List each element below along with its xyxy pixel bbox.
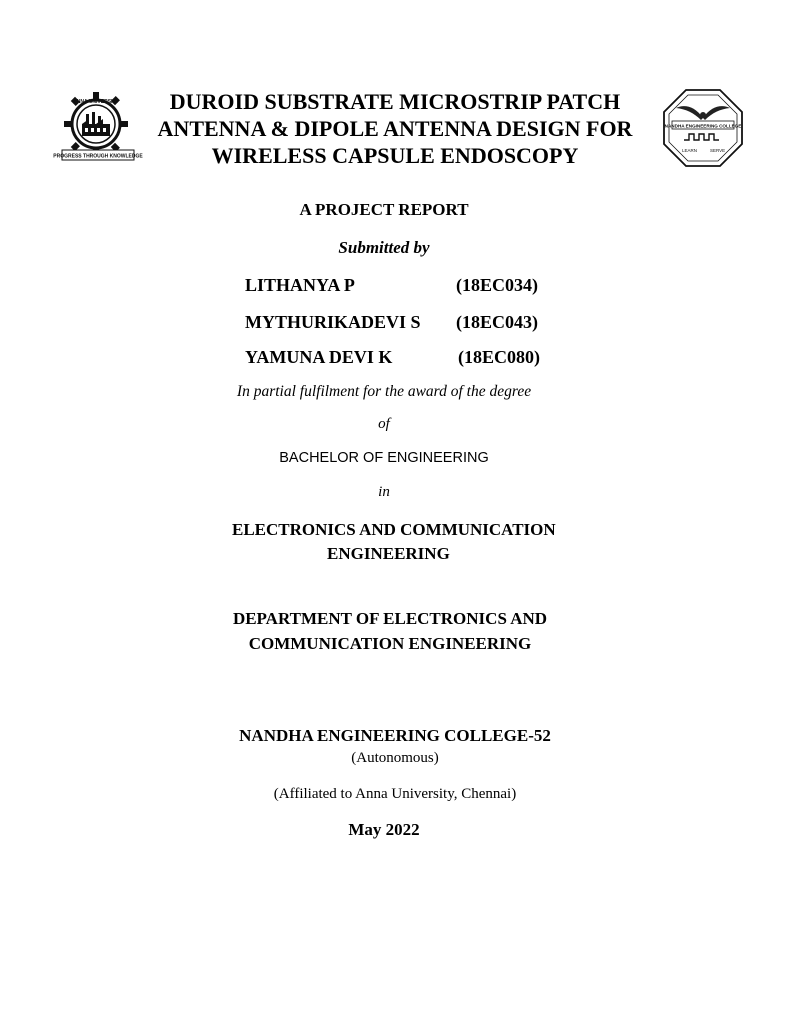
branch-name (232, 518, 632, 566)
nandha-college-logo (662, 88, 744, 168)
student-roll-number: (18EC034) (456, 275, 538, 295)
in-text: in (378, 484, 390, 500)
title-line-3: WIRELESS CAPSULE ENDOSCOPY (211, 143, 579, 168)
anna-university-name: ANNA UNIVERSITY (73, 99, 119, 105)
anna-university-emblem-icon (53, 88, 143, 162)
nandha-motto-serve: SERVE (710, 148, 726, 153)
report-date: May 2022 (348, 820, 420, 839)
student-name: MYTHURIKADEVI S (245, 312, 421, 332)
anna-university-logo (53, 88, 143, 162)
student-roll-number: (18EC080) (458, 347, 540, 367)
report-type-heading: A PROJECT REPORT (299, 200, 469, 219)
college-name: NANDHA ENGINEERING COLLEGE-52 (239, 726, 551, 745)
nandha-motto-learn: LEARN (682, 148, 698, 153)
nandha-college-name: NANDHA ENGINEERING COLLEGE (664, 123, 742, 129)
student-roll-number: (18EC043) (456, 312, 538, 332)
partial-fulfilment-text: In partial fulfilment for the award of the degree (236, 383, 532, 400)
department-line-1: DEPARTMENT OF ELECTRONICS AND (232, 609, 548, 628)
department-line-2: COMMUNICATION ENGINEERING (248, 634, 532, 653)
degree-name: BACHELOR OF ENGINEERING (279, 450, 489, 466)
affiliation-text: (Affiliated to Anna University, Chennai) (273, 786, 517, 802)
title-line-2: ANTENNA & DIPOLE ANTENNA DESIGN FOR (157, 116, 633, 141)
student-name: YAMUNA DEVI K (245, 347, 393, 367)
submitted-by-label: Submitted by (338, 238, 430, 257)
of-text: of (378, 416, 390, 432)
report-title (130, 88, 660, 169)
nandha-engineering-college-emblem-icon (662, 88, 744, 168)
student-name: LITHANYA P (245, 275, 355, 295)
department-name (0, 606, 780, 656)
autonomous-status: (Autonomous) (351, 750, 439, 766)
title-line-1: DUROID SUBSTRATE MICROSTRIP PATCH (169, 89, 621, 114)
branch-line-1: ELECTRONICS AND COMMUNICATION (232, 520, 556, 539)
branch-line-2: ENGINEERING (327, 544, 450, 563)
anna-university-motto: PROGRESS THROUGH KNOWLEDGE (53, 153, 143, 160)
